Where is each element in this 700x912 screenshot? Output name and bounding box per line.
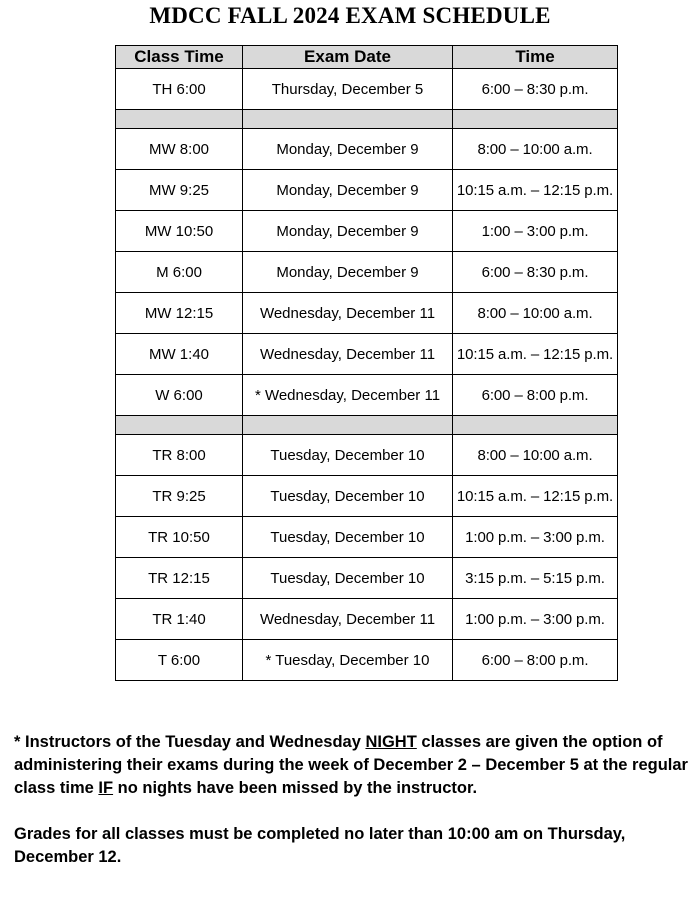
exam-date-cell: Monday, December 9 (243, 170, 453, 211)
class-time-cell: T 6:00 (116, 640, 243, 681)
exam-date-cell: Wednesday, December 11 (243, 599, 453, 640)
exam-date-cell: * Tuesday, December 10 (243, 640, 453, 681)
separator-cell (453, 416, 618, 435)
separator-row (116, 110, 618, 129)
night-class-note (14, 731, 698, 800)
table-row (116, 129, 618, 170)
note-text: classes are given the option of administering their exams during the week of December 2 – December 5 at the regular class time (14, 733, 688, 797)
class-time-cell: W 6:00 (116, 375, 243, 416)
time-cell: 1:00 – 3:00 p.m. (453, 211, 618, 252)
header-class-time: Class Time (116, 46, 243, 69)
exam-schedule-table (115, 45, 618, 681)
exam-date-cell: Wednesday, December 11 (243, 334, 453, 375)
table-row (116, 69, 618, 110)
exam-date-cell: Monday, December 9 (243, 211, 453, 252)
table-row (116, 375, 618, 416)
class-time-cell: TR 12:15 (116, 558, 243, 599)
time-cell: 6:00 – 8:30 p.m. (453, 69, 618, 110)
page-title: MDCC FALL 2024 EXAM SCHEDULE (149, 3, 551, 28)
header-exam-date: Exam Date (243, 46, 453, 69)
separator-cell (243, 416, 453, 435)
table-row (116, 170, 618, 211)
class-time-cell: TR 1:40 (116, 599, 243, 640)
time-cell: 6:00 – 8:30 p.m. (453, 252, 618, 293)
class-time-cell: TH 6:00 (116, 69, 243, 110)
exam-date-cell: Tuesday, December 10 (243, 517, 453, 558)
time-cell: 10:15 a.m. – 12:15 p.m. (453, 476, 618, 517)
time-cell: 8:00 – 10:00 a.m. (453, 293, 618, 334)
table-row (116, 211, 618, 252)
separator-cell (116, 110, 243, 129)
note-text: * Instructors of the Tuesday and Wednesday (14, 733, 366, 751)
separator-row (116, 416, 618, 435)
exam-date-cell: Monday, December 9 (243, 252, 453, 293)
class-time-cell: MW 12:15 (116, 293, 243, 334)
time-cell: 6:00 – 8:00 p.m. (453, 375, 618, 416)
table-row (116, 293, 618, 334)
class-time-cell: M 6:00 (116, 252, 243, 293)
grades-deadline-note: Grades for all classes must be completed no later than 10:00 am on Thursday, December 12. (14, 825, 626, 866)
table-row (116, 252, 618, 293)
class-time-cell: MW 9:25 (116, 170, 243, 211)
table-row (116, 640, 618, 681)
exam-date-cell: Tuesday, December 10 (243, 435, 453, 476)
class-time-cell: MW 8:00 (116, 129, 243, 170)
exam-date-cell: * Wednesday, December 11 (243, 375, 453, 416)
exam-date-cell: Wednesday, December 11 (243, 293, 453, 334)
table-row (116, 334, 618, 375)
time-cell: 6:00 – 8:00 p.m. (453, 640, 618, 681)
exam-date-cell: Thursday, December 5 (243, 69, 453, 110)
table-header-row (116, 46, 618, 69)
exam-date-cell: Monday, December 9 (243, 129, 453, 170)
separator-cell (243, 110, 453, 129)
time-cell: 3:15 p.m. – 5:15 p.m. (453, 558, 618, 599)
table-row (116, 517, 618, 558)
time-cell: 8:00 – 10:00 a.m. (453, 129, 618, 170)
class-time-cell: MW 1:40 (116, 334, 243, 375)
table-row (116, 476, 618, 517)
table-row (116, 435, 618, 476)
separator-cell (116, 416, 243, 435)
separator-cell (453, 110, 618, 129)
exam-date-cell: Tuesday, December 10 (243, 476, 453, 517)
time-cell: 10:15 a.m. – 12:15 p.m. (453, 334, 618, 375)
class-time-cell: MW 10:50 (116, 211, 243, 252)
header-time: Time (453, 46, 618, 69)
note-text: no nights have been missed by the instructor. (113, 779, 478, 797)
if-emphasis: IF (98, 779, 114, 797)
class-time-cell: TR 9:25 (116, 476, 243, 517)
time-cell: 10:15 a.m. – 12:15 p.m. (453, 170, 618, 211)
time-cell: 8:00 – 10:00 a.m. (453, 435, 618, 476)
footnotes (14, 731, 698, 869)
time-cell: 1:00 p.m. – 3:00 p.m. (453, 599, 618, 640)
table-row (116, 599, 618, 640)
class-time-cell: TR 8:00 (116, 435, 243, 476)
class-time-cell: TR 10:50 (116, 517, 243, 558)
exam-date-cell: Tuesday, December 10 (243, 558, 453, 599)
night-emphasis: NIGHT (365, 733, 417, 751)
time-cell: 1:00 p.m. – 3:00 p.m. (453, 517, 618, 558)
table-row (116, 558, 618, 599)
